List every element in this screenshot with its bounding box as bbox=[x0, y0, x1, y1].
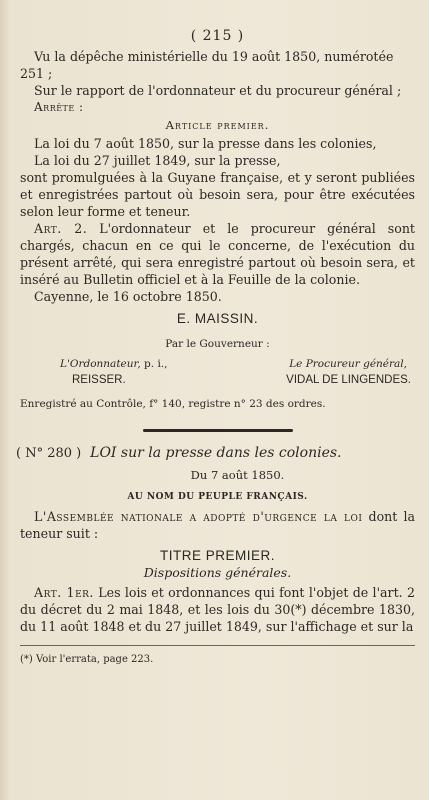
law-heading bbox=[16, 445, 415, 462]
article-1-paragraph bbox=[20, 584, 415, 635]
law-title: LOI sur la presse dans les colonies. bbox=[90, 445, 342, 461]
promulgation-paragraph: sont promulguées à la Guyane française, et y seront publiées et enregistrées partout où besoin sera, pour être exécutées selon leur forme et teneur. bbox=[20, 170, 415, 219]
law-number: ( N° 280 ) bbox=[16, 446, 82, 461]
footnote-rule bbox=[20, 645, 415, 646]
article-2-paragraph bbox=[20, 220, 415, 288]
page-number: ( 215 ) bbox=[190, 28, 245, 44]
dispositions-generales-heading: Dispositions générales. bbox=[143, 565, 292, 580]
arrete-label: Arrête : bbox=[34, 100, 84, 114]
countersign-names bbox=[20, 374, 415, 386]
law-date: Du 7 août 1850. bbox=[190, 468, 285, 482]
loi-1849-line: La loi du 27 juillet 1849, sur la presse, bbox=[34, 153, 281, 168]
cayenne-date-line: Cayenne, le 16 octobre 1850. bbox=[34, 289, 222, 304]
ordonnateur-suffix: p. i., bbox=[140, 358, 168, 370]
ordonnateur-name: REISSER. bbox=[72, 374, 126, 386]
par-le-gouverneur: Par le Gouverneur : bbox=[165, 338, 270, 350]
loi-1850-line: La loi du 7 août 1850, sur la presse dans les colonies, bbox=[34, 136, 377, 151]
assemblee-paragraph bbox=[20, 508, 415, 542]
governor-signature: E. MAISSIN. bbox=[176, 311, 259, 326]
vu-line: Vu la dépêche ministérielle du 19 août 1850, numérotée 251 ; bbox=[20, 49, 394, 81]
dont-text: dont la teneur suit : bbox=[20, 509, 416, 541]
ordonnateur-title-line bbox=[60, 358, 168, 370]
article-1-text: Les lois et ordonnances qui font l'objet de l'art. 2 du décret du 2 mai 1848, et les lois du 30(*) décembre 1830, du 11 août 1848 et du 27 juillet 1849, sur l'affichage et sur la bbox=[20, 585, 415, 634]
rapport-line: Sur le rapport de l'ordonnateur et du procureur général ; bbox=[34, 83, 402, 98]
procureur-name: VIDAL DE LINGENDES. bbox=[286, 374, 411, 386]
section-separator bbox=[20, 423, 415, 437]
assemblee-text: L'Assemblée nationale a adopté d'urgence la loi bbox=[34, 509, 363, 524]
titre-premier-heading: TITRE PREMIER. bbox=[159, 548, 275, 563]
separator-bar bbox=[143, 429, 293, 432]
footnote: (*) Voir l'errata, page 223. bbox=[20, 654, 154, 665]
countersign-titles bbox=[20, 358, 415, 370]
au-nom-du-peuple: AU NOM DU PEUPLE FRANÇAIS. bbox=[127, 492, 308, 502]
article-2-label: Art. 2. bbox=[34, 221, 88, 236]
procureur-title: Le Procureur général, bbox=[289, 358, 407, 370]
article-premier-heading: Article premier. bbox=[165, 118, 270, 132]
article-2-text: L'ordonnateur et le procureur général sont chargés, chacun en ce qui le concerne, de l'exécution du présent arrêté, qui sera enregistré partout où besoin sera, et inséré au Bulletin officiel et à la Feuille de la colonie. bbox=[20, 221, 415, 287]
ordonnateur-title: L'Ordonnateur, bbox=[60, 358, 141, 370]
article-1-label: Art. 1er. bbox=[34, 585, 94, 600]
registration-line: Enregistré au Contrôle, f° 140, registre n° 23 des ordres. bbox=[20, 398, 326, 410]
